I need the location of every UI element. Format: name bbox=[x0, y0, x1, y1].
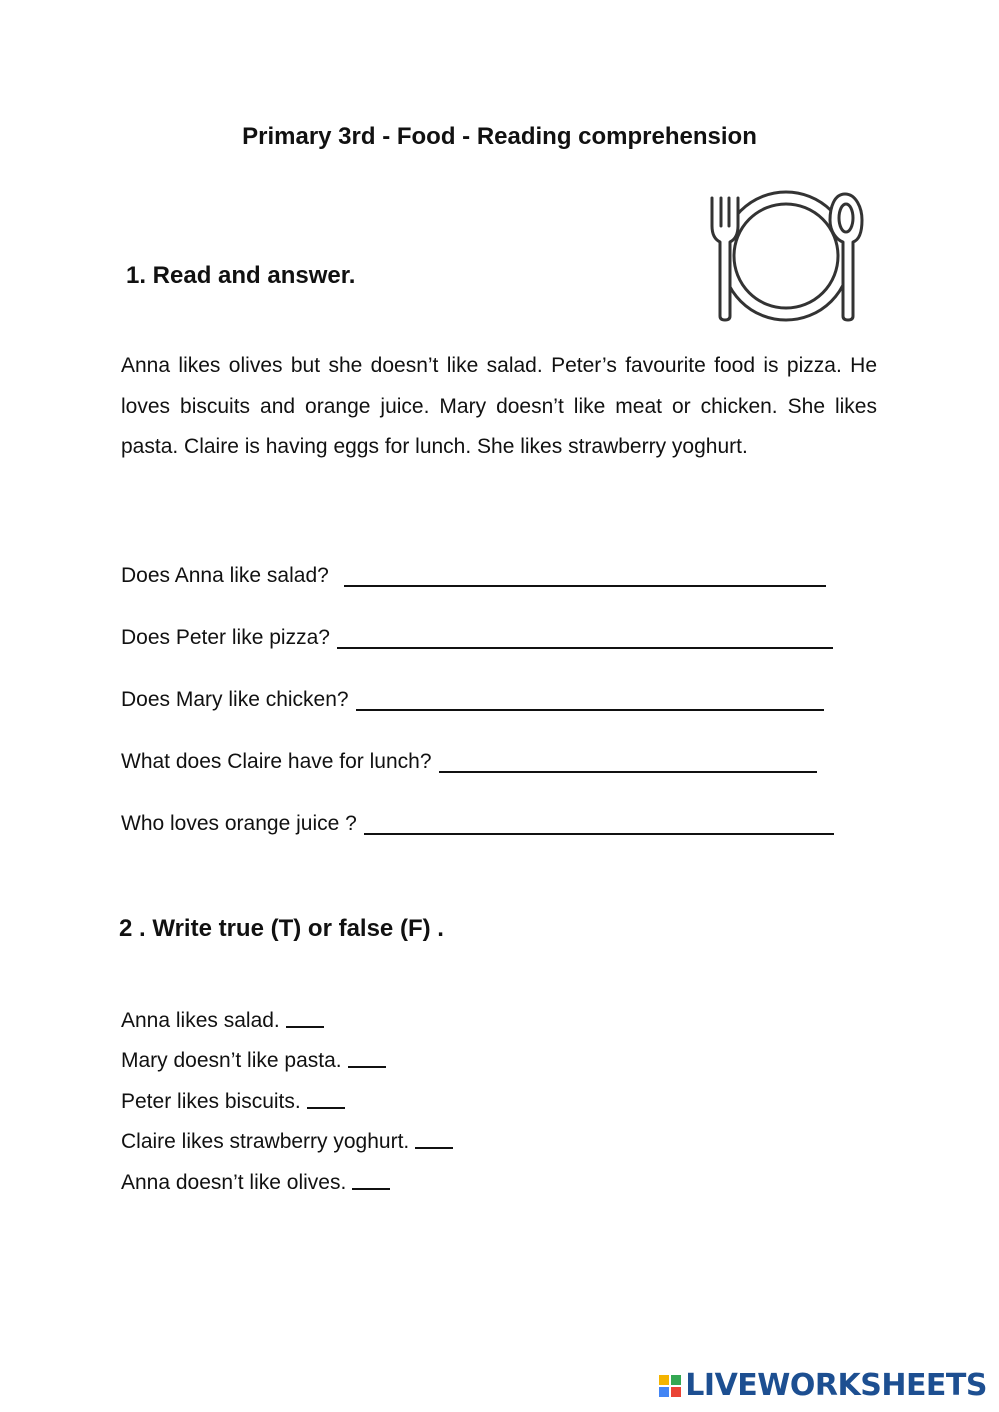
tf-statement bbox=[121, 1046, 386, 1076]
tf-answer-blank[interactable] bbox=[286, 1006, 324, 1028]
answer-line[interactable] bbox=[364, 813, 834, 835]
tf-statement bbox=[121, 1168, 390, 1198]
reading-passage: Anna likes olives but she doesn’t like salad. Peter’s favourite food is pizza. He loves biscuits and orange juice. Mary doesn’t like meat or chicken. She likes pasta. Claire is having eggs for lunch. She likes strawberry yoghurt. bbox=[121, 354, 877, 458]
tf-answer-blank[interactable] bbox=[348, 1046, 386, 1068]
tf-statement bbox=[121, 1127, 453, 1157]
answer-line[interactable] bbox=[344, 565, 826, 587]
tf-statement-text: Mary doesn’t like pasta. bbox=[121, 1049, 342, 1072]
section-1-heading: 1. Read and answer. bbox=[126, 262, 356, 289]
answer-line[interactable] bbox=[356, 689, 824, 711]
section-2-heading: 2 . Write true (T) or false (F) . bbox=[119, 915, 444, 942]
answer-line[interactable] bbox=[439, 751, 817, 773]
question-text: Does Anna like salad? bbox=[121, 564, 329, 587]
question-text: Does Peter like pizza? bbox=[121, 626, 330, 649]
page-title: Primary 3rd - Food - Reading comprehension bbox=[242, 123, 757, 150]
answer-line[interactable] bbox=[337, 627, 833, 649]
question-row bbox=[121, 809, 834, 839]
question-text: Who loves orange juice ? bbox=[121, 812, 357, 835]
question-text: What does Claire have for lunch? bbox=[121, 750, 432, 773]
question-row bbox=[121, 747, 817, 777]
tf-statement-text: Anna likes salad. bbox=[121, 1009, 280, 1032]
question-row bbox=[121, 561, 826, 591]
question-row bbox=[121, 623, 833, 653]
brand-text: LIVEWORKSHEETS bbox=[685, 1368, 987, 1403]
plate-fork-spoon-icon bbox=[706, 188, 866, 324]
tf-statement-text: Peter likes biscuits. bbox=[121, 1090, 301, 1113]
question-text: Does Mary like chicken? bbox=[121, 688, 349, 711]
liveworksheets-logo bbox=[659, 1368, 987, 1404]
tf-answer-blank[interactable] bbox=[415, 1127, 453, 1149]
tf-answer-blank[interactable] bbox=[307, 1087, 345, 1109]
tf-statement bbox=[121, 1087, 345, 1117]
blocks-logo-icon bbox=[659, 1375, 681, 1397]
tf-answer-blank[interactable] bbox=[352, 1168, 390, 1190]
question-row bbox=[121, 685, 824, 715]
tf-statement-text: Claire likes strawberry yoghurt. bbox=[121, 1130, 410, 1153]
tf-statement-text: Anna doesn’t like olives. bbox=[121, 1171, 347, 1194]
tf-statement bbox=[121, 1006, 324, 1036]
